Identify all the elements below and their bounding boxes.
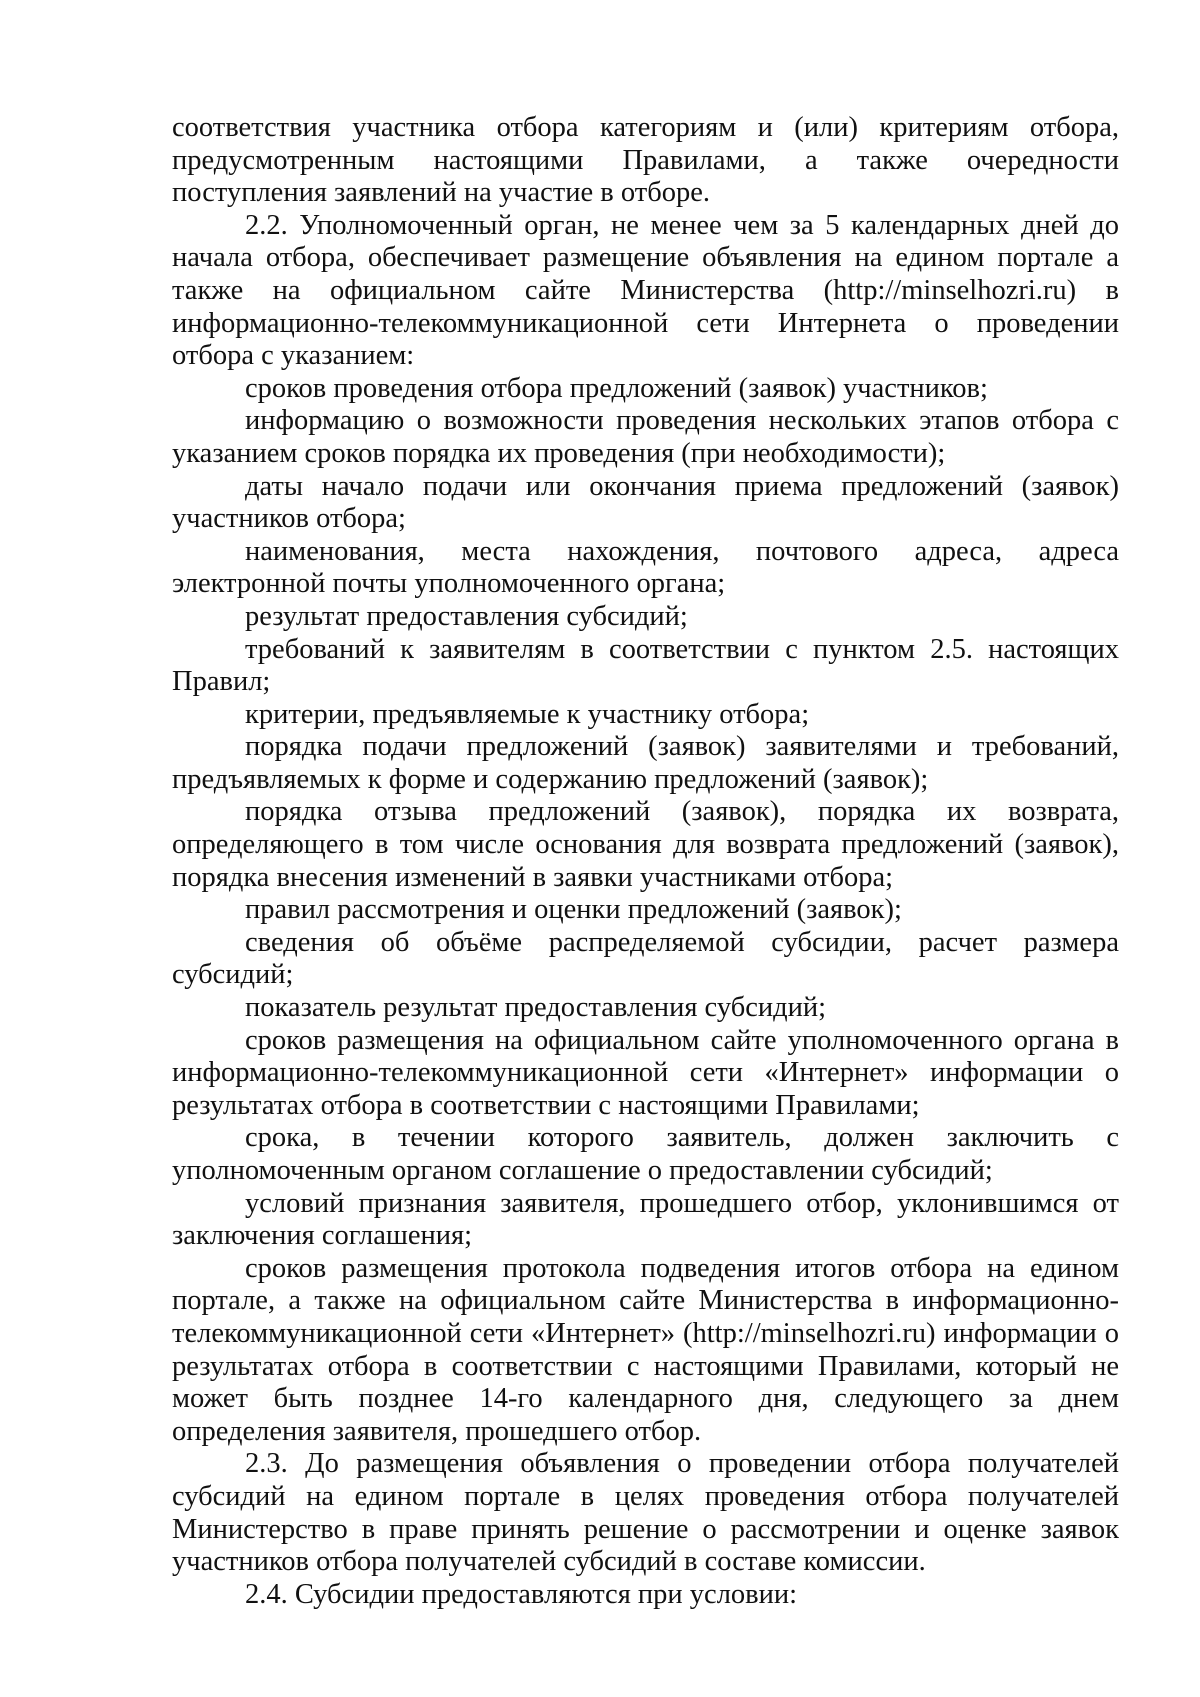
list-item: даты начало подачи или окончания приема предложений (заявок) участников отбора;	[172, 470, 1119, 535]
list-item: порядка отзыва предложений (заявок), порядка их возврата, определяющего в том числе основания для возврата предложений (заявок), порядка внесения изменений в заявки участниками отбора;	[172, 796, 1119, 893]
list-item: сроков размещения на официальном сайте уполномоченного органа в информационно-телекоммуникационной сети «Интернет» информации о результатах отбора в соответствии с настоящими Правилами;	[172, 1024, 1119, 1121]
list-item: условий признания заявителя, прошедшего отбор, уклонившимся от заключения соглашения;	[172, 1187, 1119, 1252]
list-item: требований к заявителям в соответствии с пунктом 2.5. настоящих Правил;	[172, 633, 1119, 698]
list-item: сроков проведения отбора предложений (заявок) участников;	[245, 372, 988, 404]
paragraph-2-2: 2.2. Уполномоченный орган, не менее чем за 5 календарных дней до начала отбора, обеспечивает размещение объявления на едином портале а также на официальном сайте Министерства (http://minselhozri.ru) в информационно-телекоммуникационной сети Интернета о проведении отбора с указанием:	[172, 209, 1119, 372]
list-item: информацию о возможности проведения нескольких этапов отбора с указанием сроков порядка их проведения (при необходимости);	[172, 405, 1119, 469]
list-item: сведения об объёме распределяемой субсидии, расчет размера субсидий;	[172, 926, 1119, 991]
paragraph-2-4: 2.4. Субсидии предоставляются при условии:	[245, 1578, 798, 1610]
list-item: результат предоставления субсидий;	[245, 600, 688, 632]
list-item: наименования, места нахождения, почтового адреса, адреса электронной почты уполномоченного органа;	[172, 535, 1119, 600]
list-item: срока, в течении которого заявитель, должен заключить с уполномоченным органом соглашение о предоставлении субсидий;	[172, 1122, 1119, 1186]
paragraph-2-3: 2.3. До размещения объявления о проведении отбора получателей субсидий на едином портале в целях проведения отбора получателей Министерство в праве принять решение о рассмотрении и оценке заявок участников отбора получателей субсидий в составе комиссии.	[172, 1448, 1119, 1578]
list-item: критерии, предъявляемые к участнику отбора;	[245, 698, 810, 730]
document-body	[172, 112, 1119, 1611]
list-item: сроков размещения протокола подведения итогов отбора на едином портале, а также на официальном сайте Министерства в информационно-телекоммуникационной сети «Интернет» (http://minselhozri.ru) информации о результатах отбора в соответствии с настоящими Правилами, который не может быть позднее 14-го календарного дня, следующего за днем определения заявителя, прошедшего отбор.	[172, 1252, 1119, 1447]
list-item: правил рассмотрения и оценки предложений (заявок);	[245, 894, 902, 926]
list-item: порядка подачи предложений (заявок) заявителями и требований, предъявляемых к форме и содержанию предложений (заявок);	[172, 731, 1119, 795]
list-item: показатель результат предоставления субсидий;	[245, 992, 827, 1024]
paragraph-continuation: соответствия участника отбора категориям и (или) критериям отбора, предусмотренным настоящими Правилами, а также очередности поступления заявлений на участие в отборе.	[172, 112, 1119, 209]
